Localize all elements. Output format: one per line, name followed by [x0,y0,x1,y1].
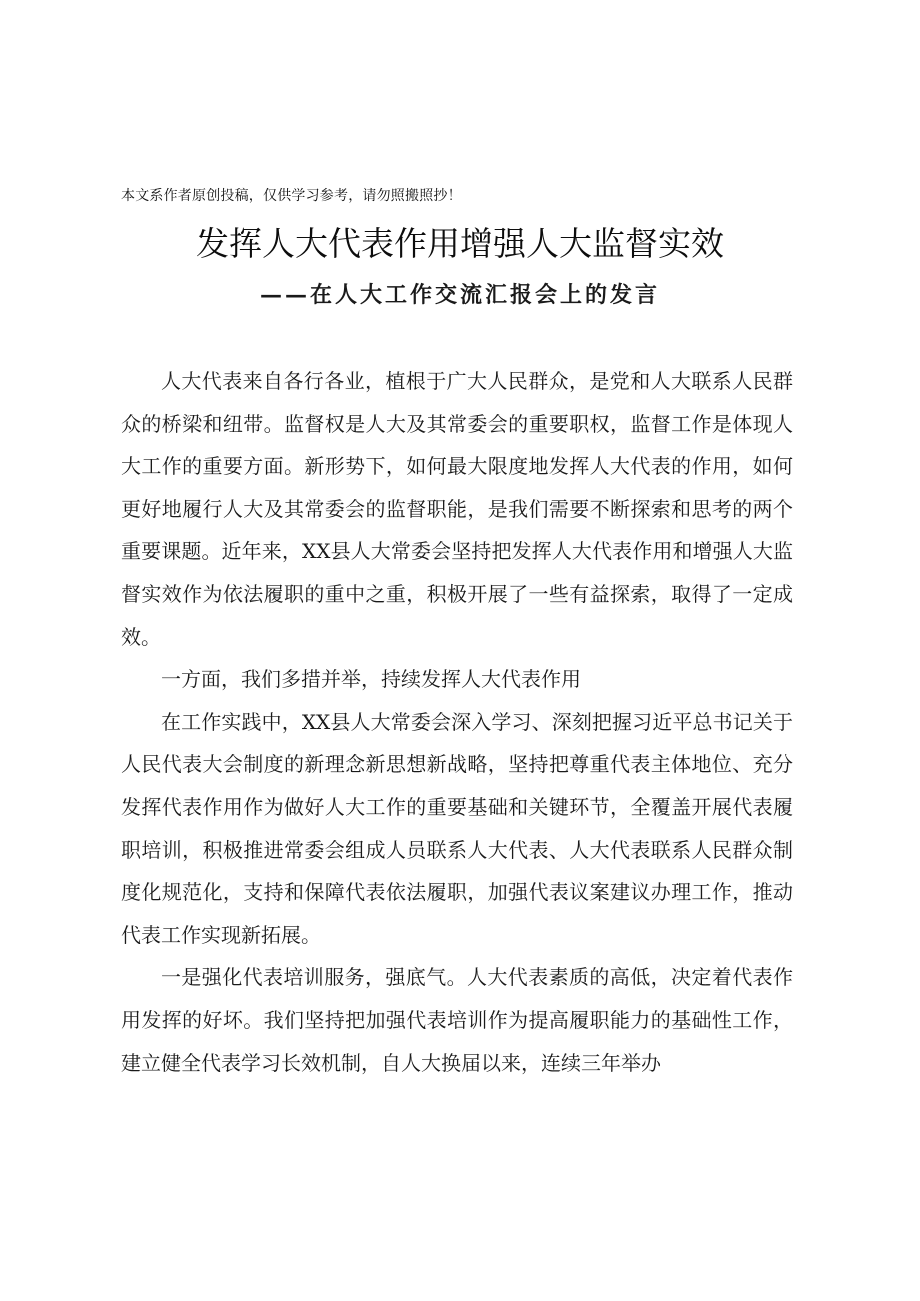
document-subtitle: ——在人大工作交流汇报会上的发言 [259,282,660,308]
body-paragraph: 人大代表来自各行各业，植根于广大人民群众，是党和人大联系人民群众的桥梁和纽带。监督权是人大及其常委会的重要职权，监督工作是体现人大工作的重要方面。新形势下，如何最大限度地发挥人大代表的作用，如何更好地履行人大及其常委会的监督职能，是我们需要不断探索和思考的两个重要课题。近年来，XX县人大常委会坚持把发挥人大代表作用和增强人大监督实效作为依法履职的重中之重，积极开展了一些有益探索，取得了一定成效。 [121,369,793,649]
copyright-notice: 本文系作者原创投稿，仅供学习参考，请勿照搬照抄！ [121,188,462,204]
section-heading: 一方面，我们多措并举，持续发挥人大代表作用 [161,667,581,692]
body-paragraph: 在工作实践中，XX县人大常委会深入学习、深刻把握习近平总书记关于人民代表大会制度的新理念新思想新战略，坚持把尊重代表主体地位、充分发挥代表作用作为做好人大工作的重要基础和关键环节，全覆盖开展代表履职培训，积极推进常委会组成人员联系人大代表、人大代表联系人民群众制度化规范化，支持和保障代表依法履职，加强代表议案建议办理工作，推动代表工作实现新拓展。 [121,709,793,947]
body-paragraph: 一是强化代表培训服务，强底气。人大代表素质的高低，决定着代表作用发挥的好坏。我们坚持把加强代表培训作为提高履职能力的基础性工作，建立健全代表学习长效机制，自人大换届以来，连续三年举办 [121,965,793,1075]
document-body [121,360,793,1084]
document-title: 发挥人大代表作用增强人大监督实效 [196,224,724,263]
